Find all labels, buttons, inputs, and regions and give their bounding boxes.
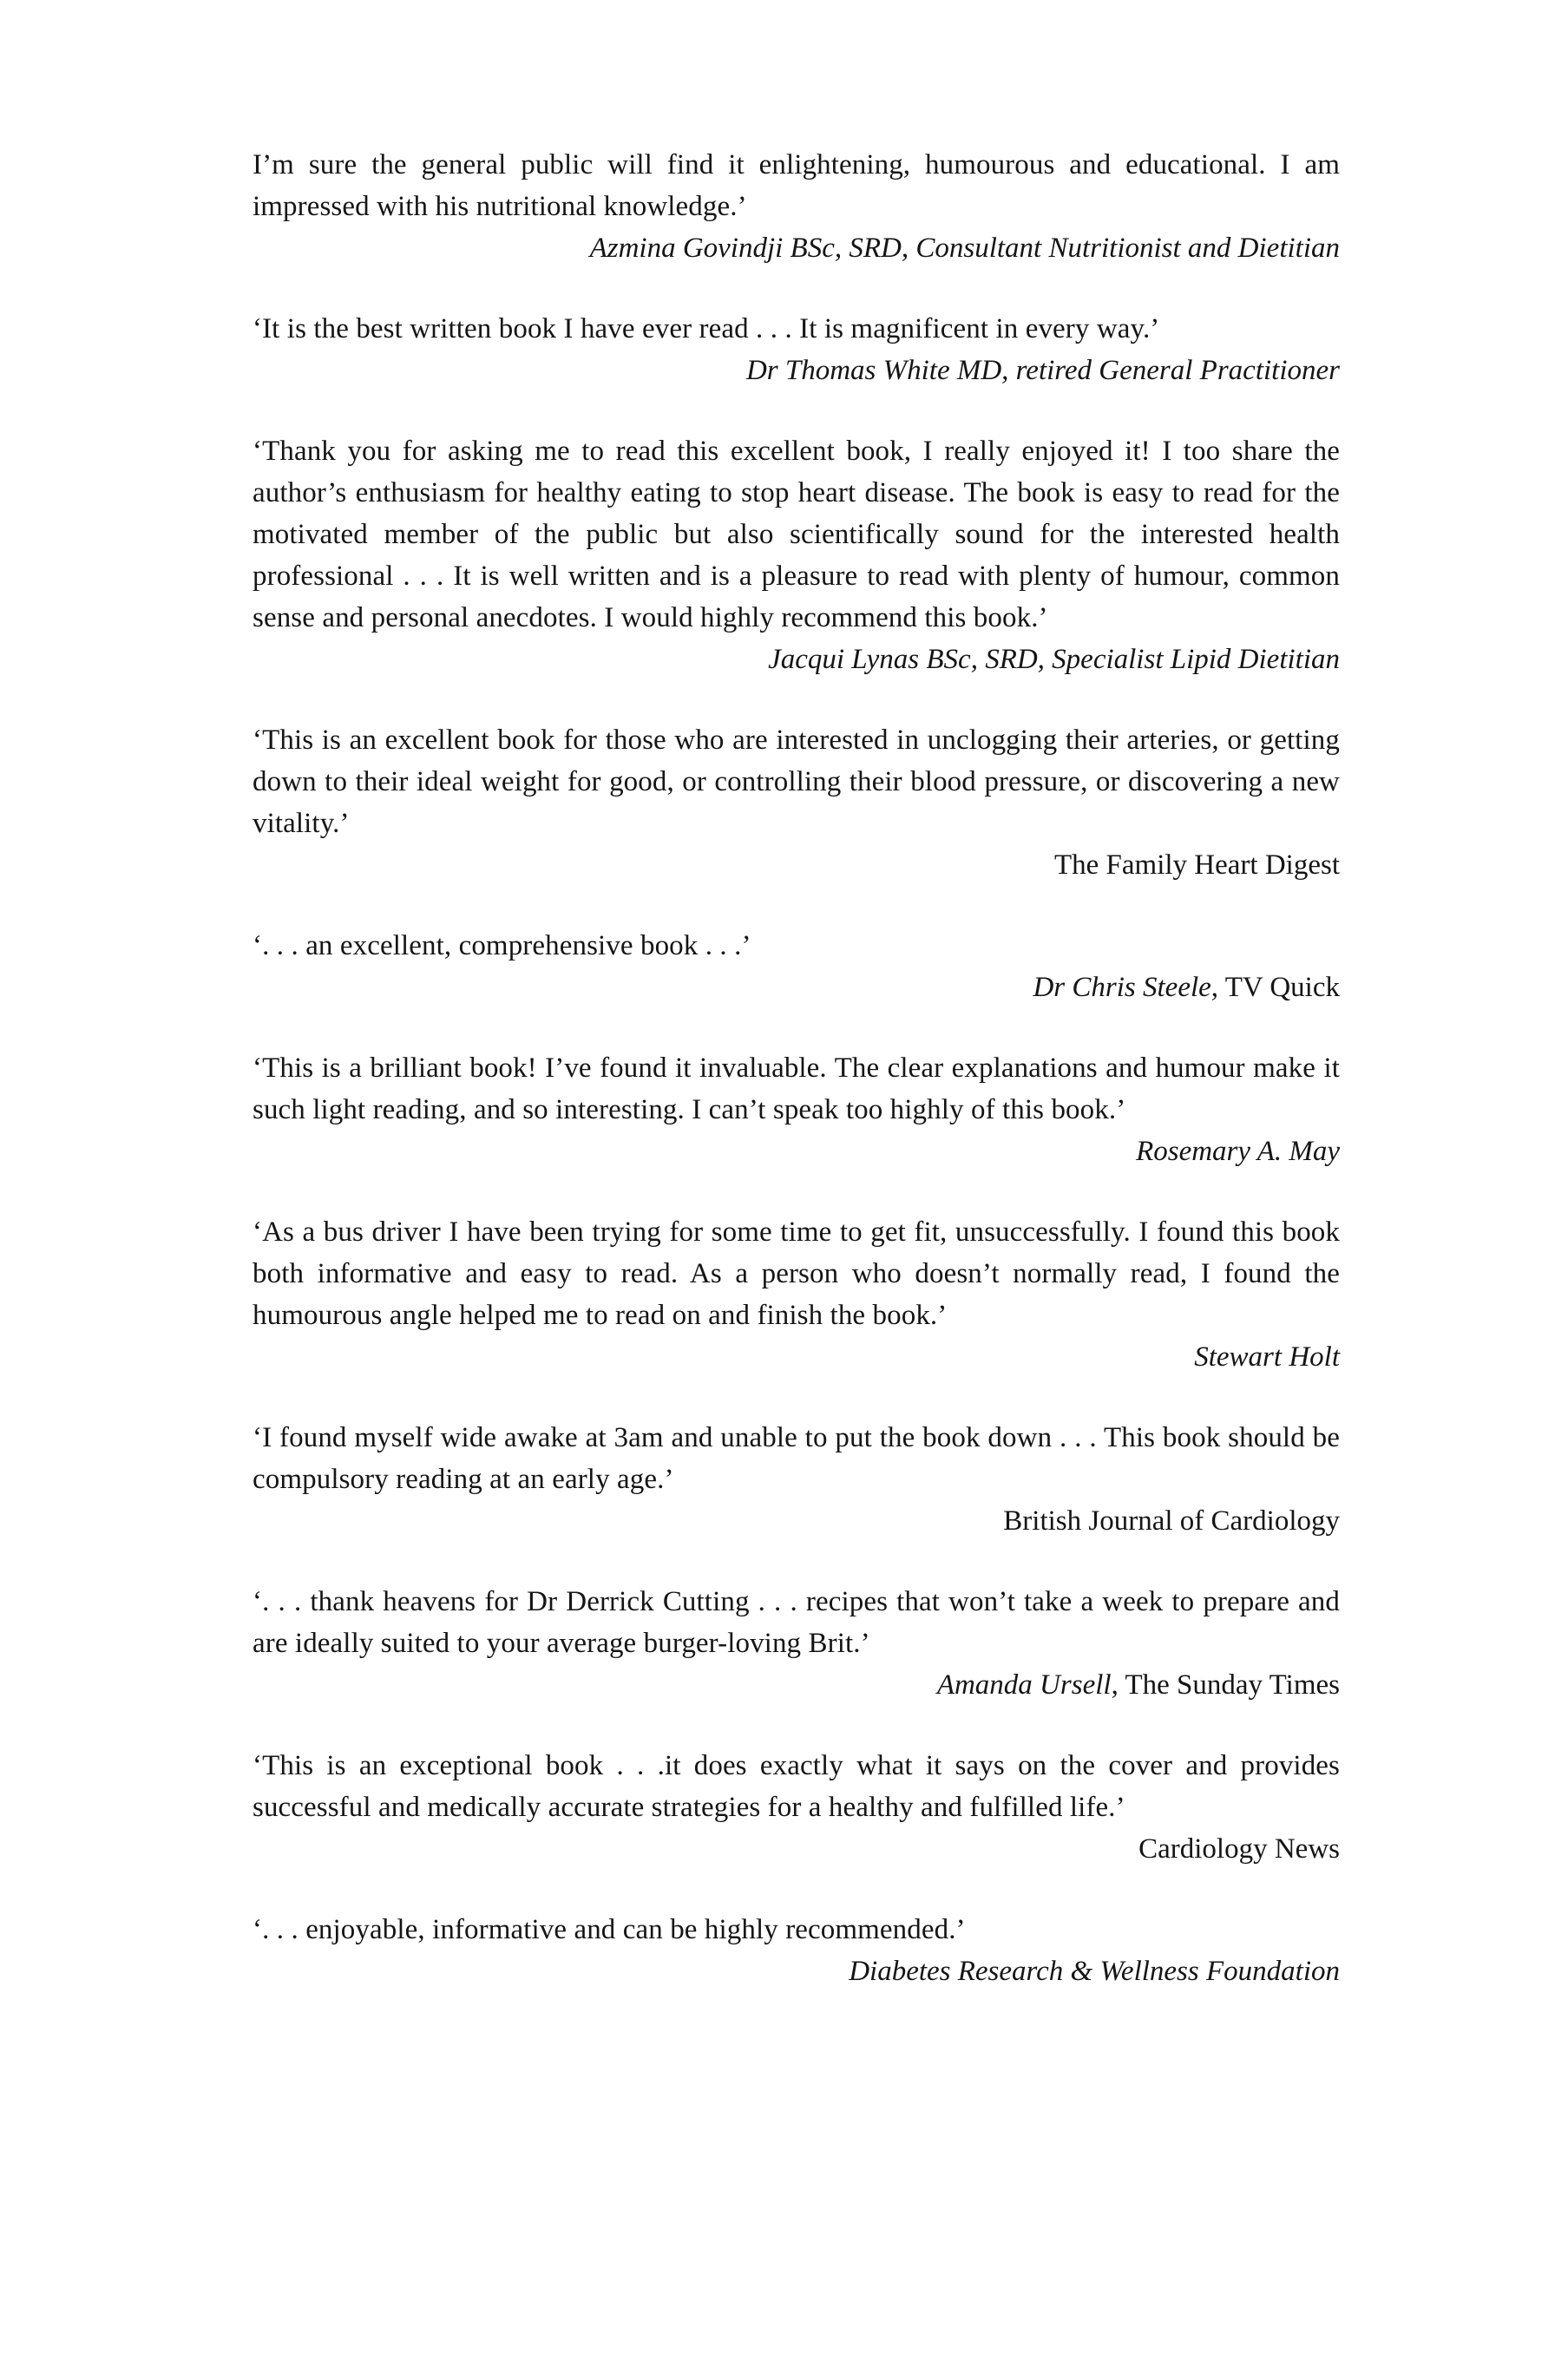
testimonial-quote: I’m sure the general public will find it enlightening, humourous and educational. I am impressed with his nutritional knowledge.’ <box>253 149 1340 222</box>
attribution-name: Stewart Holt <box>1194 1341 1340 1373</box>
testimonial-quote: ‘I found myself wide awake at 3am and unable to put the book down . . . This book should be compulsory reading at an early age.’ <box>253 1422 1340 1495</box>
testimonial-block <box>253 1211 1340 1378</box>
attribution-source: Cardiology News <box>1138 1833 1340 1865</box>
attribution-name: Amanda Ursell <box>936 1669 1112 1701</box>
testimonial-attribution <box>253 844 1340 886</box>
testimonial-block <box>253 308 1340 391</box>
testimonial-attribution <box>253 227 1340 269</box>
testimonial-block <box>253 1047 1340 1172</box>
testimonial-quote: ‘As a bus driver I have been trying for some time to get fit, unsuccessfully. I found this book both informative and easy to read. As a person who doesn’t normally read, I found the humourous angle helped me to read on and finish the book.’ <box>253 1216 1340 1331</box>
testimonial-block <box>253 1417 1340 1542</box>
testimonial-attribution <box>253 1951 1340 1992</box>
testimonial-attribution <box>253 967 1340 1008</box>
testimonial-block <box>253 144 1340 269</box>
testimonial-block <box>253 1909 1340 1992</box>
attribution-name: Rosemary A. May <box>1136 1136 1340 1167</box>
testimonial-attribution <box>253 350 1340 391</box>
attribution-source: British Journal of Cardiology <box>1003 1505 1340 1537</box>
testimonial-quote: ‘This is an exceptional book . . .it does exactly what it says on the cover and provides successful and medically accurate strategies for a healthy and fulfilled life.’ <box>253 1750 1340 1823</box>
attribution-name: Azmina Govindji BSc, SRD, Consultant Nutritionist and Dietitian <box>589 233 1340 264</box>
testimonials-section <box>253 144 1340 2031</box>
testimonial-quote: ‘. . . an excellent, comprehensive book . . .’ <box>253 930 751 961</box>
testimonial-attribution <box>253 1828 1340 1870</box>
testimonial-quote: ‘. . . enjoyable, informative and can be highly recommended.’ <box>253 1914 966 1945</box>
attribution-name: Dr Thomas White MD, retired General Practitioner <box>745 355 1340 386</box>
testimonial-block <box>253 1581 1340 1706</box>
attribution-name: Diabetes Research & Wellness Foundation <box>849 1956 1340 1987</box>
testimonial-quote: ‘It is the best written book I have ever read . . . It is magnificent in every way.’ <box>253 313 1160 344</box>
testimonial-attribution <box>253 1131 1340 1172</box>
testimonial-attribution <box>253 1336 1340 1378</box>
testimonial-quote: ‘. . . thank heavens for Dr Derrick Cutting . . . recipes that won’t take a week to prepare and are ideally suited to your average burger-loving Brit.’ <box>253 1586 1340 1659</box>
testimonial-quote: ‘Thank you for asking me to read this excellent book, I really enjoyed it! I too share the author’s enthusiasm for healthy eating to stop heart disease. The book is easy to read for the motivated member of the public but also scientifically sound for the interested health professional . . . It is well written and is a pleasure to read with plenty of humour, common sense and personal anecdotes. I would highly recommend this book.’ <box>253 436 1340 633</box>
testimonial-quote: ‘This is a brilliant book! I’ve found it invaluable. The clear explanations and humour make it such light reading, and so interesting. I can’t speak too highly of this book.’ <box>253 1052 1340 1125</box>
attribution-source: , The Sunday Times <box>1111 1669 1340 1701</box>
attribution-name: Dr Chris Steele <box>1033 972 1211 1003</box>
testimonial-block <box>253 925 1340 1008</box>
testimonial-block <box>253 1745 1340 1870</box>
testimonial-quote: ‘This is an excellent book for those who are interested in unclogging their arteries, or getting down to their ideal weight for good, or controlling their blood pressure, or discovering a new vitality.’ <box>253 725 1340 839</box>
attribution-source: , TV Quick <box>1210 972 1340 1003</box>
testimonial-block <box>253 719 1340 886</box>
attribution-source: The Family Heart Digest <box>1053 849 1340 881</box>
testimonial-attribution <box>253 639 1340 680</box>
testimonial-block <box>253 430 1340 680</box>
testimonial-attribution <box>253 1664 1340 1706</box>
testimonial-attribution <box>253 1500 1340 1542</box>
attribution-name: Jacqui Lynas BSc, SRD, Specialist Lipid Dietitian <box>768 644 1340 675</box>
